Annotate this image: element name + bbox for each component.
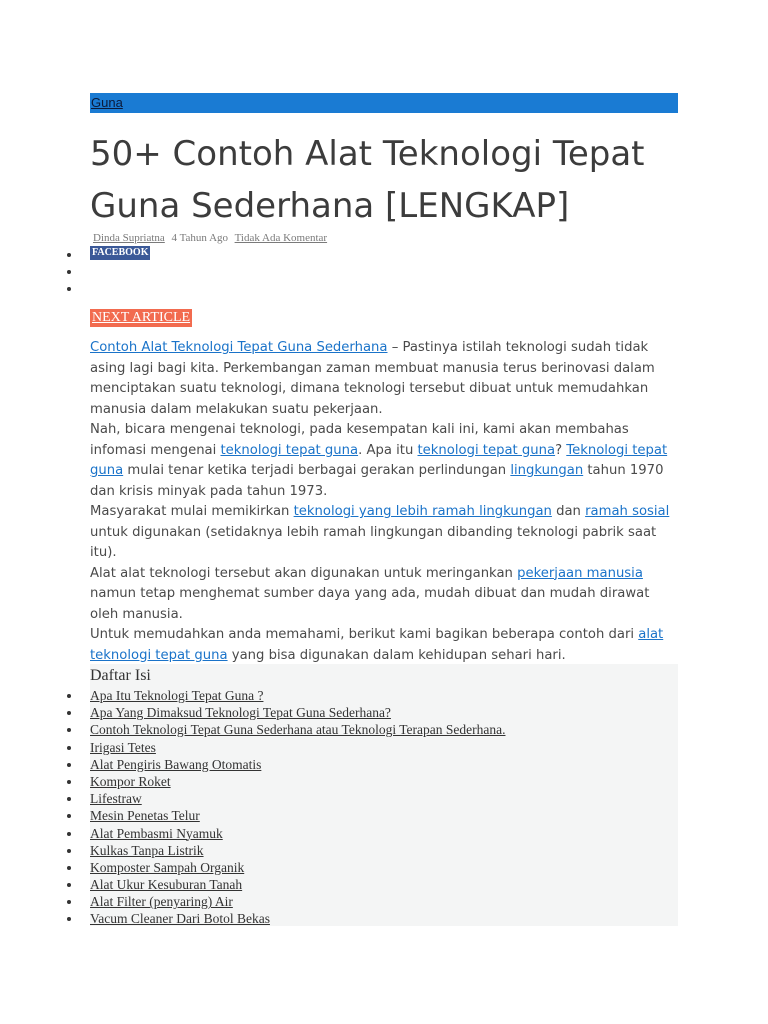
toc-link[interactable]: Kompor Roket <box>90 773 171 789</box>
paragraph-text: mulai tenar ketika terjadi berbagai gerakan perlindungan <box>123 463 511 478</box>
toc-link[interactable]: Apa Yang Dimaksud Teknologi Tepat Guna Sederhana? <box>90 705 391 721</box>
toc-link[interactable]: Kulkas Tanpa Listrik <box>90 842 204 858</box>
inline-link[interactable]: lingkungan <box>510 463 584 478</box>
paragraph-text: Untuk memudahkan anda memahami, berikut kami bagikan beberapa contoh dari <box>90 627 639 642</box>
post-title: 50+ Contoh Alat Teknologi Tepat Guna Sederhana [LENGKAP] <box>90 134 645 226</box>
toc-item <box>62 739 505 756</box>
toc-link[interactable]: Vacum Cleaner Dari Botol Bekas <box>90 911 270 927</box>
toc-item <box>62 859 505 876</box>
paragraph-text: untuk digunakan (setidaknya lebih ramah lingkungan dibanding teknologi pabrik saat itu). <box>90 524 657 560</box>
toc-link[interactable]: Contoh Teknologi Tepat Guna Sederhana atau Teknologi Terapan Sederhana. <box>90 722 506 738</box>
post-age: 4 Tahun Ago <box>171 232 229 244</box>
paragraph <box>90 420 680 502</box>
paragraph-text: ? <box>555 442 567 458</box>
toc-link[interactable]: Alat Ukur Kesuburan Tanah <box>90 877 243 893</box>
next-article-button[interactable]: NEXT ARTICLE <box>92 310 191 325</box>
toc-item <box>62 910 505 927</box>
paragraph-text: Masyarakat mulai memikirkan <box>90 504 294 519</box>
category-bar <box>90 93 678 113</box>
paragraph-text: – Pastinya istilah teknologi sudah tidak asing lagi bagi kita. Perkembangan zaman membuat manusia terus berinovasi dalam menciptakan suatu teknologi, dimana teknologi tersebut dibuat untuk memudahkan manusia dalam melakukan suatu pekerjaan. <box>90 340 655 417</box>
toc-link[interactable]: Alat Pengiris Bawang Otomatis <box>90 756 262 772</box>
toc-link[interactable]: Apa Itu Teknologi Tepat Guna ? <box>90 688 264 703</box>
category-link[interactable]: Guna <box>91 95 123 110</box>
toc-link[interactable]: Mesin Penetas Telur <box>90 808 200 824</box>
paragraph <box>90 625 680 666</box>
inline-link[interactable]: Contoh Alat Teknologi Tepat Guna Sederhana <box>90 340 388 355</box>
facebook-share-button[interactable]: FACEBOOK <box>92 247 149 258</box>
toc-item <box>62 790 505 807</box>
paragraph-text: namun tetap menghemat sumber daya yang ada, mudah dibuat dan mudah dirawat oleh manusia. <box>90 586 650 622</box>
toc-link[interactable]: Lifestraw <box>90 791 142 807</box>
toc-item <box>62 825 505 842</box>
toc-item <box>62 721 505 738</box>
paragraph-text: Alat alat teknologi tersebut akan digunakan untuk meringankan <box>90 565 518 581</box>
inline-link[interactable]: teknologi tepat guna <box>220 442 359 458</box>
paragraph-text: tahun 1970 dan krisis minyak pada tahun 1973. <box>90 463 664 499</box>
inline-link[interactable]: teknologi tepat guna <box>417 442 556 458</box>
comments-link[interactable]: Tidak Ada Komentar <box>234 232 328 244</box>
toc-item <box>62 687 505 704</box>
paragraph <box>90 338 680 420</box>
toc-item <box>62 704 505 721</box>
inline-link[interactable]: ramah sosial <box>585 504 670 519</box>
toc-item <box>62 842 505 859</box>
inline-link[interactable]: Teknologi tepat guna <box>90 442 668 478</box>
toc-link[interactable]: Alat Pembasmi Nyamuk <box>90 825 223 841</box>
toc-link[interactable]: Komposter Sampah Organik <box>90 859 245 875</box>
toc-link[interactable]: Irigasi Tetes <box>90 739 156 755</box>
toc-item <box>62 807 505 824</box>
toc-item <box>62 756 505 773</box>
toc-item <box>62 773 505 790</box>
paragraph-text: Nah, bicara mengenai teknologi, pada kesempatan kali ini, kami akan membahas infomasi mengenai <box>90 422 629 458</box>
inline-link[interactable]: teknologi yang lebih ramah lingkungan <box>293 504 552 519</box>
author-link[interactable]: Dinda Supriatna <box>93 232 165 244</box>
paragraph <box>90 502 680 564</box>
toc-item <box>62 876 505 893</box>
inline-link[interactable]: pekerjaan manusia <box>517 565 643 581</box>
toc-item <box>62 893 505 910</box>
paragraph-text: yang bisa digunakan dalam kehidupan sehari hari. <box>227 647 566 663</box>
paragraph-text: . Apa itu <box>358 442 418 458</box>
toc-link[interactable]: Alat Filter (penyaring) Air <box>90 894 233 910</box>
inline-link[interactable]: alat teknologi tepat guna <box>90 627 664 663</box>
toc-title: Daftar Isi <box>90 667 151 684</box>
paragraph-text: dan <box>551 504 586 519</box>
article-body <box>90 338 680 666</box>
paragraph <box>90 564 680 626</box>
post-meta <box>93 232 331 244</box>
toc-list <box>62 687 505 928</box>
